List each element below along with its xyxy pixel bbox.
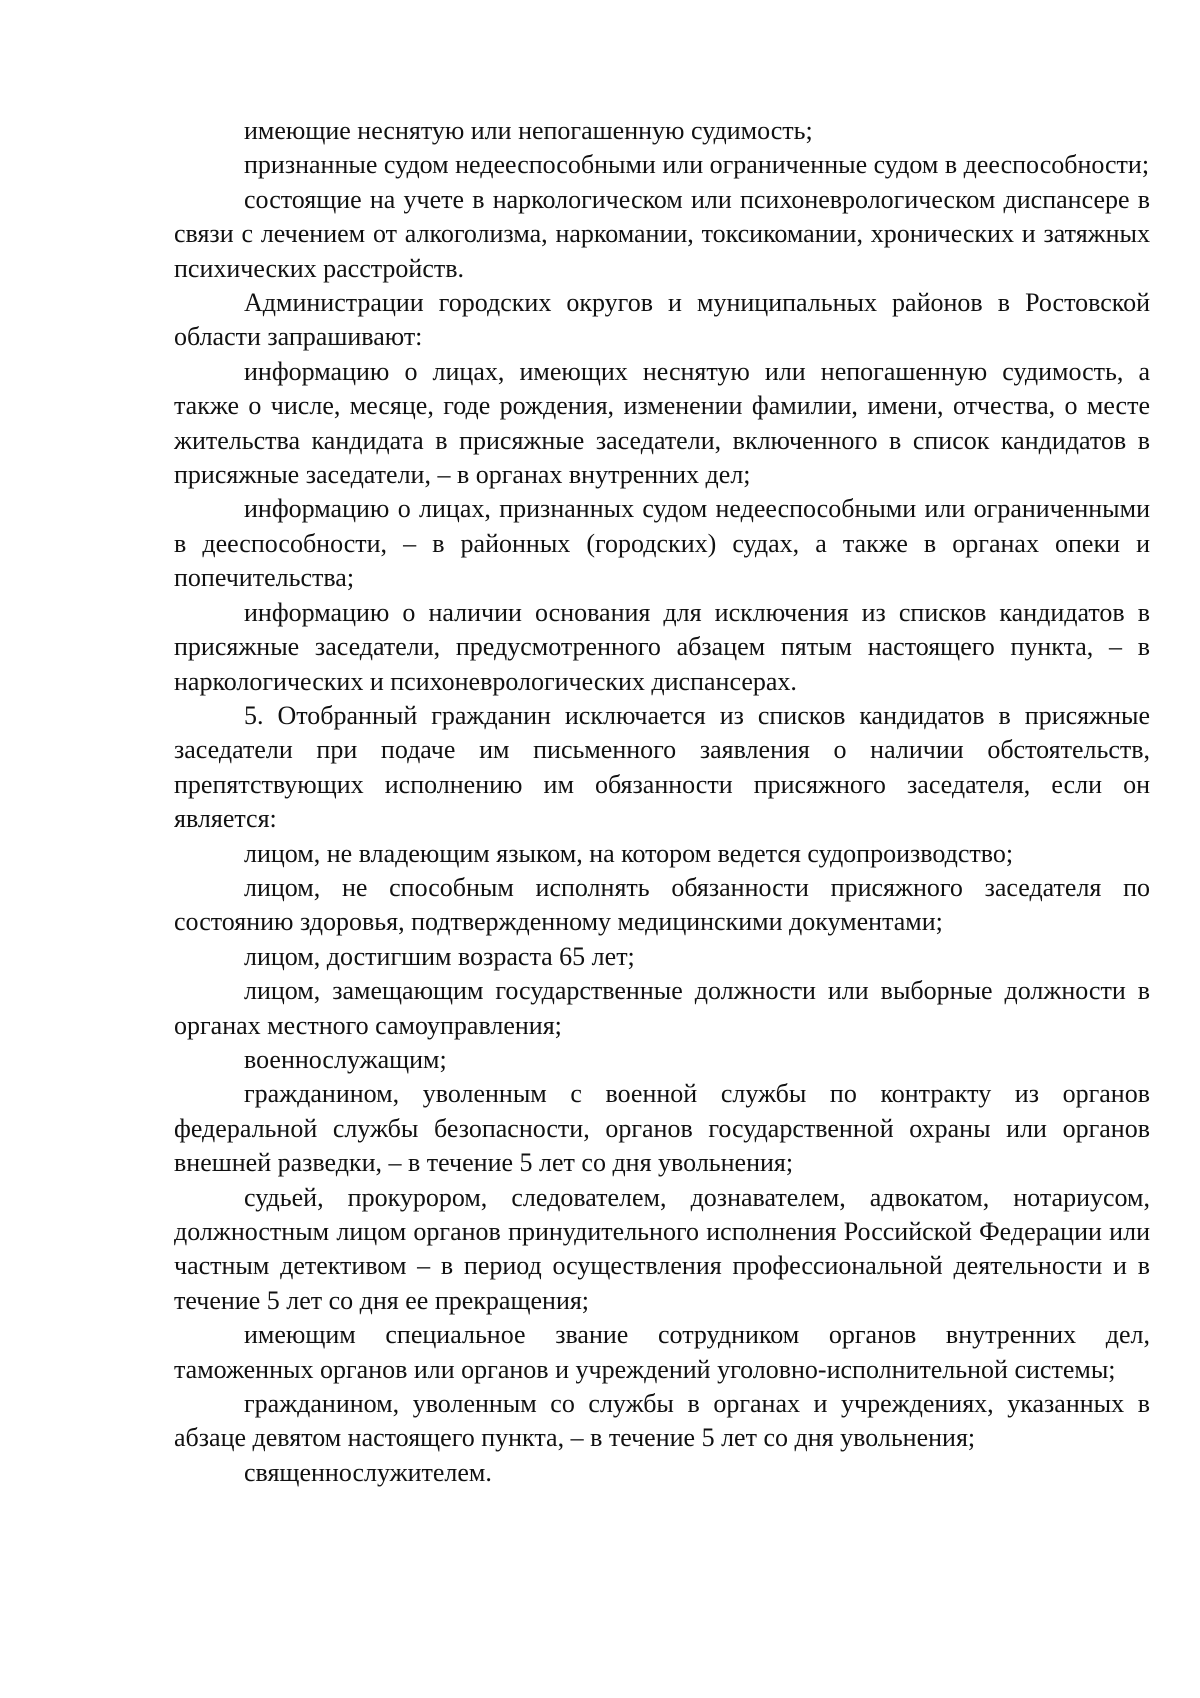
paragraph: имеющим специальное звание сотрудником органов внутренних дел, таможенных органов или органов и учреждений уголовно-исполнительной системы; (174, 1320, 1150, 1384)
paragraph: лицом, достигшим возраста 65 лет; (244, 941, 635, 971)
paragraph: информацию о наличии основания для исключения из списков кандидатов в присяжные заседатели, предусмотренного абзацем пятым настоящего пункта, – в наркологических и психоневрологических диспансерах. (174, 597, 1150, 696)
paragraph: гражданином, уволенным с военной службы по контракту из органов федеральной службы безопасности, органов государственной охраны или органов внешней разведки, – в течение 5 лет со дня увольнения; (174, 1079, 1150, 1178)
document-body (174, 114, 1150, 1490)
paragraph: лицом, не способным исполнять обязанности присяжного заседателя по состоянию здоровья, подтвержденному медицинскими документами; (174, 872, 1150, 937)
paragraph: гражданином, уволенным со службы в органах и учреждениях, указанных в абзаце девятом настоящего пункта, – в течение 5 лет со дня увольнения; (174, 1389, 1150, 1453)
paragraph: состоящие на учете в наркологическом или психоневрологическом диспансере в связи с лечением от алкоголизма, наркомании, токсикомании, хронических и затяжных психических расстройств. (174, 184, 1150, 283)
paragraph: лицом, не владеющим языком, на котором ведется судопроизводство; (244, 838, 1014, 868)
paragraph: признанные судом недееспособными или ограниченные судом в дееспособности; (244, 150, 1150, 180)
paragraph: информацию о лицах, признанных судом недееспособными или ограниченными в дееспособности, – в районных (городских) судах, а также в органах опеки и попечительства; (174, 494, 1150, 593)
paragraph: священнослужителем. (244, 1457, 492, 1487)
paragraph: военнослужащим; (244, 1044, 447, 1074)
paragraph: информацию о лицах, имеющих неснятую или непогашенную судимость, а также о числе, месяце, годе рождения, изменении фамилии, имени, отчества, о месте жительства кандидата в присяжные заседатели, включенного в список кандидатов в присяжные заседатели, – в органах внутренних дел; (174, 356, 1150, 490)
paragraph: 5. Отобранный гражданин исключается из списков кандидатов в присяжные заседатели при подаче им письменного заявления о наличии обстоятельств, препятствующих исполнению им обязанности присяжного заседателя, если он является: (174, 700, 1150, 834)
paragraph: Администрации городских округов и муниципальных районов в Ростовской области запрашивают: (174, 288, 1150, 352)
paragraph: судьей, прокурором, следователем, дознавателем, адвокатом, нотариусом, должностным лицом органов принудительного исполнения Российской Федерации или частным детективом – в период осуществления профессиональной деятельности и в течение 5 лет со дня ее прекращения; (174, 1182, 1150, 1315)
paragraph: имеющие неснятую или непогашенную судимость; (244, 116, 813, 145)
paragraph: лицом, замещающим государственные должности или выборные должности в органах местного самоуправления; (174, 976, 1150, 1040)
